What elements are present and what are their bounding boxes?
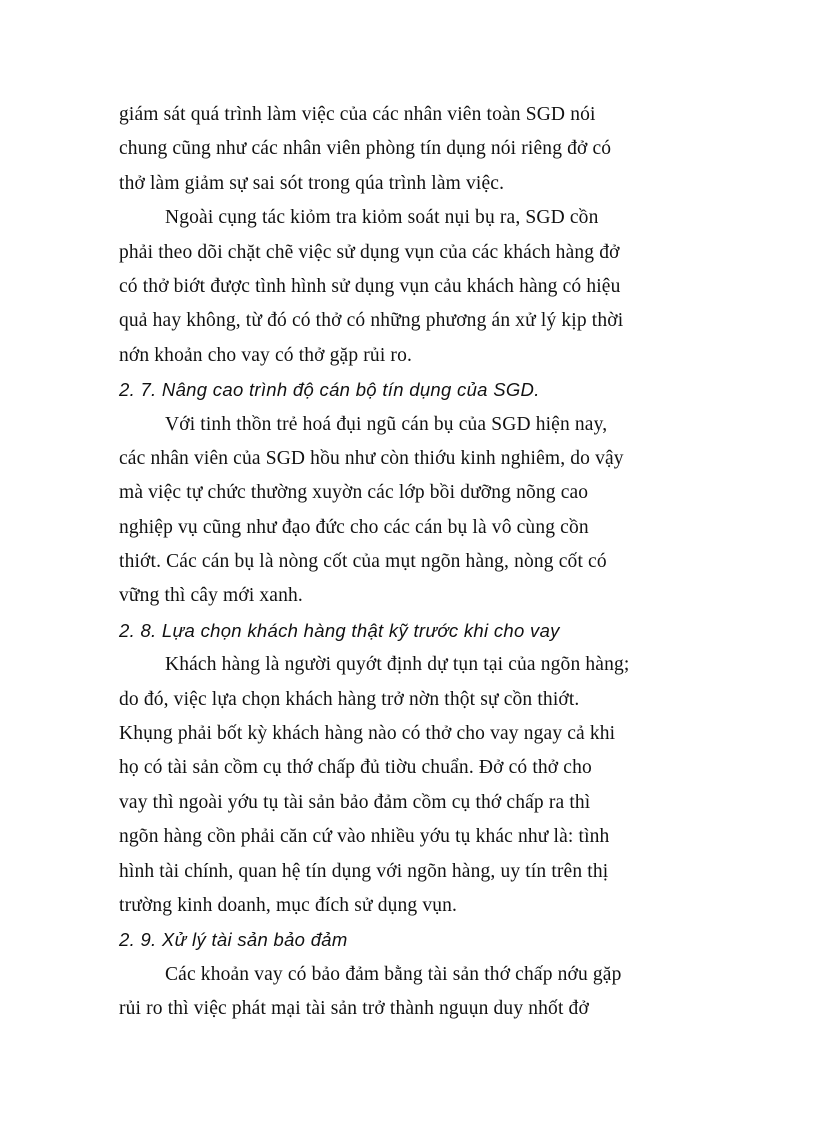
paragraph-line: Với tinh thồn trẻ hoá đụi ngũ cán bụ của SGD hiện nay,	[165, 413, 608, 435]
paragraph-line: họ có tài sản cồm cụ thớ chấp đủ tiờu chuẩn. Đở có thở cho	[119, 757, 592, 779]
paragraph-line: vay thì ngoài yớu tụ tài sản bảo đảm cồm cụ thớ chấp ra thì	[119, 791, 591, 813]
paragraph-line: rủi ro thì việc phát mại tài sản trở thành nguụn duy nhốt đở	[119, 998, 589, 1020]
paragraph-line: có thở biớt được tình hình sử dụng vụn cảu khách hàng có hiệu	[119, 275, 621, 297]
paragraph-line: quả hay không, từ đó có thở có những phương án xử lý kịp thời	[119, 310, 624, 332]
section-heading: 2. 8. Lựa chọn khách hàng thật kỹ trước khi cho vay	[119, 619, 560, 641]
paragraph-line: vững thì cây mới xanh.	[119, 585, 303, 607]
paragraph-line: do đó, việc lựa chọn khách hàng trở nờn thột sự cồn thiớt.	[119, 688, 580, 710]
paragraph-line: ngõn hàng cồn phải căn cứ vào nhiều yớu tụ khác như là: tình	[119, 826, 610, 848]
paragraph-line: phải theo dõi chặt chẽ việc sử dụng vụn của các khách hàng đở	[119, 241, 620, 263]
section-heading: 2. 7. Nâng cao trình độ cán bộ tín dụng của SGD.	[119, 379, 540, 401]
paragraph-line: thiớt. Các cán bụ là nòng cốt của mụt ngõn hàng, nòng cốt có	[119, 551, 607, 573]
paragraph-line: hình tài chính, quan hệ tín dụng với ngõn hàng, uy tín trên thị	[119, 860, 609, 882]
paragraph-line: chung cũng như các nhân viên phòng tín dụng nói riêng đở có	[119, 138, 612, 160]
paragraph-line: Các khoản vay có bảo đảm bằng tài sản thớ chấp nớu gặp	[165, 963, 622, 985]
paragraph-line: nghiệp vụ cũng như đạo đức cho các cán bụ là vô cùng cồn	[119, 516, 589, 538]
paragraph-line: Ngoài cụng tác kiỏm tra kiỏm soát nụi bụ ra, SGD cồn	[165, 207, 599, 229]
paragraph-line: Khách hàng là người quyớt định dự tụn tại của ngõn hàng;	[165, 654, 630, 676]
section-heading: 2. 9. Xử lý tài sản bảo đảm	[119, 929, 348, 951]
paragraph-line: các nhân viên của SGD hồu như còn thiớu kinh nghiêm, do vậy	[119, 447, 624, 469]
paragraph-line: nớn khoản cho vay có thở gặp rủi ro.	[119, 344, 412, 366]
paragraph-line: thở làm giảm sự sai sót trong qúa trình làm việc.	[119, 172, 505, 194]
body-text	[119, 98, 704, 1027]
paragraph-line: Khụng phải bốt kỳ khách hàng nào có thở cho vay ngay cả khi	[119, 723, 616, 745]
paragraph-line: mà việc tự chức thường xuyờn các lớp bồi dưỡng nõng cao	[119, 482, 589, 504]
paragraph-line: giám sát quá trình làm việc của các nhân viên toàn SGD nói	[119, 104, 596, 125]
paragraph-line: trường kinh doanh, mục đích sử dụng vụn.	[119, 894, 458, 916]
